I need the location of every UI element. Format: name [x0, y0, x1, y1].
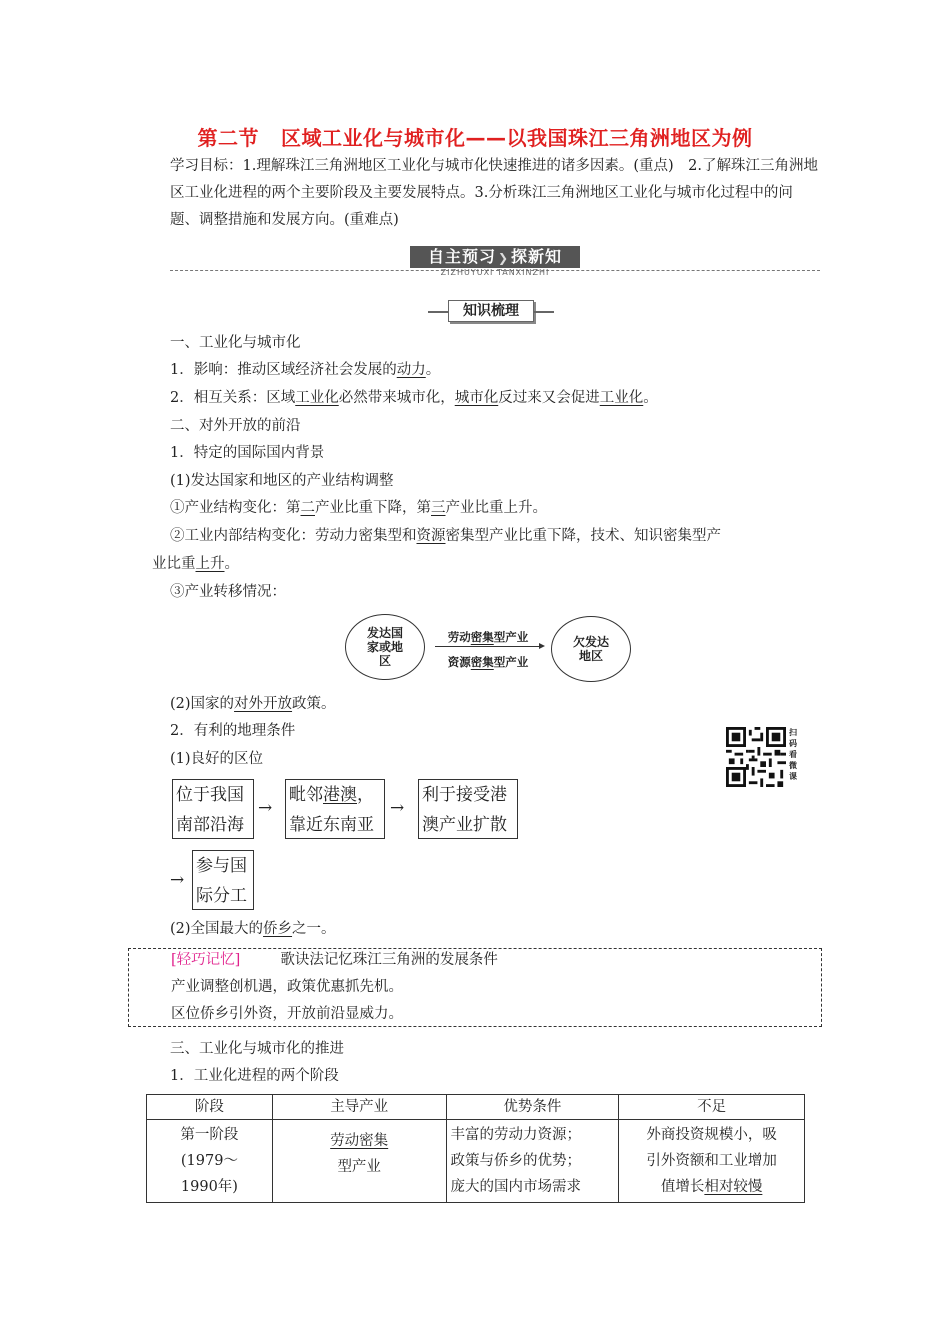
table-row [147, 1120, 805, 1203]
learning-goals: 学习目标：1.理解珠江三角洲地区工业化与城市化快速推进的诸多因素。(重点) 2.了解珠江三角洲地区工业化进程的两个主要阶段及主要发展特点。3.分析珠江三角洲地区工业化与城市化过程中的问题、调整措施和发展方向。(重难点) [170, 158, 818, 228]
mnemonic-line-2: 区位侨乡引外资，开放前沿显威力。 [171, 1006, 403, 1022]
paragraph-structure-change: ①产业结构变化：第二产业比重下降，第三产业比重上升。 [170, 500, 547, 516]
chain-box-location: 位于我国 南部沿海 [172, 779, 254, 839]
table-header: 主导产业 [272, 1095, 446, 1120]
paragraph-geo-conditions: 2．有利的地理条件 [170, 723, 296, 739]
arrow-right-icon: → [170, 870, 185, 890]
paragraph-hometown: (2)全国最大的侨乡之一。 [170, 921, 336, 937]
chevron-right-icon: ❯ [497, 251, 510, 265]
resource-intensive-label: 资源密集型产业 [447, 655, 529, 669]
mnemonic-line-1: 产业调整创机遇，政策优惠抓先机。 [171, 979, 403, 995]
section-number: 第二节 [197, 126, 259, 150]
paragraph-relationship: 2．相互关系：区域工业化必然带来城市化，城市化反过来又会促进工业化。 [170, 390, 658, 406]
shortcoming-cell: 外商投资规模小，吸 引外资额和工业增加 值增长相对较慢 [619, 1120, 805, 1203]
banner-subtitle: ZIZHUYUXI TANXINZHI [440, 268, 550, 277]
mnemonic-heading: [轻巧记忆] 歌诀法记忆珠江三角洲的发展条件 [171, 952, 498, 968]
page-title [0, 122, 950, 151]
developed-region-node: 发达国家或地区 [345, 614, 425, 680]
arrow-right-icon: → [390, 798, 405, 818]
labor-intensive-label: 劳动密集型产业 [447, 630, 529, 644]
paragraph-adjustment: (1)发达国家和地区的产业结构调整 [170, 473, 394, 489]
paragraph-background: 1．特定的国际国内背景 [170, 445, 325, 461]
qr-code-label: 扫码看微课 [789, 727, 797, 781]
paragraph-transfer: ③产业转移情况： [170, 584, 286, 600]
paragraph-internal-structure-cont: 业比重上升。 [152, 556, 239, 572]
advantage-cell: 丰富的劳动力资源； 政策与侨乡的优势； 庞大的国内市场需求 [446, 1120, 619, 1203]
industry-transfer-diagram [345, 614, 635, 684]
developing-region-node: 欠发达地区 [551, 616, 631, 682]
section-title: 区域工业化与城市化——以我国珠江三角洲地区为例 [281, 126, 753, 150]
chain-box-diffusion: 利于接受港 澳产业扩散 [418, 779, 518, 839]
table-header: 不足 [619, 1095, 805, 1120]
transfer-arrows [433, 628, 543, 671]
heading-open-frontier: 二、对外开放的前沿 [170, 418, 301, 434]
paragraph-location: (1)良好的区位 [170, 751, 264, 767]
mnemonic-box [128, 948, 822, 1027]
stage-cell: 第一阶段 (1979～ 1990年) [147, 1120, 273, 1203]
qr-code-icon[interactable] [726, 727, 786, 787]
section-tag-label: 知识梳理 [448, 300, 534, 322]
paragraph-internal-structure: ②工业内部结构变化：劳动力密集型和资源密集型产业比重下降，技术、知识密集型产 [170, 528, 721, 544]
section-tag [428, 300, 554, 322]
preview-banner [170, 246, 820, 277]
table-header-row [147, 1095, 805, 1120]
industrialization-stages-table [146, 1094, 805, 1203]
paragraph-influence: 1．影响：推动区域经济社会发展的动力。 [170, 362, 441, 378]
paragraph-policy: (2)国家的对外开放政策。 [170, 696, 336, 712]
arrow-right-icon: → [258, 798, 273, 818]
chain-box-neighbors: 毗邻港澳， 靠近东南亚 [285, 779, 385, 839]
heading-industrialization: 一、工业化与城市化 [170, 335, 301, 351]
arrow-right-icon [435, 646, 541, 653]
paragraph-two-stages: 1．工业化进程的两个阶段 [170, 1068, 339, 1084]
chain-box-division: 参与国 际分工 [192, 850, 254, 910]
banner-title: 自主预习 ❯ 探新知 [410, 246, 580, 268]
table-header: 优势条件 [446, 1095, 619, 1120]
mnemonic-tag: [轻巧记忆] [171, 952, 241, 968]
heading-advancement: 三、工业化与城市化的推进 [170, 1041, 344, 1057]
industry-cell: 劳动密集 型产业 [272, 1120, 446, 1203]
table-header: 阶段 [147, 1095, 273, 1120]
